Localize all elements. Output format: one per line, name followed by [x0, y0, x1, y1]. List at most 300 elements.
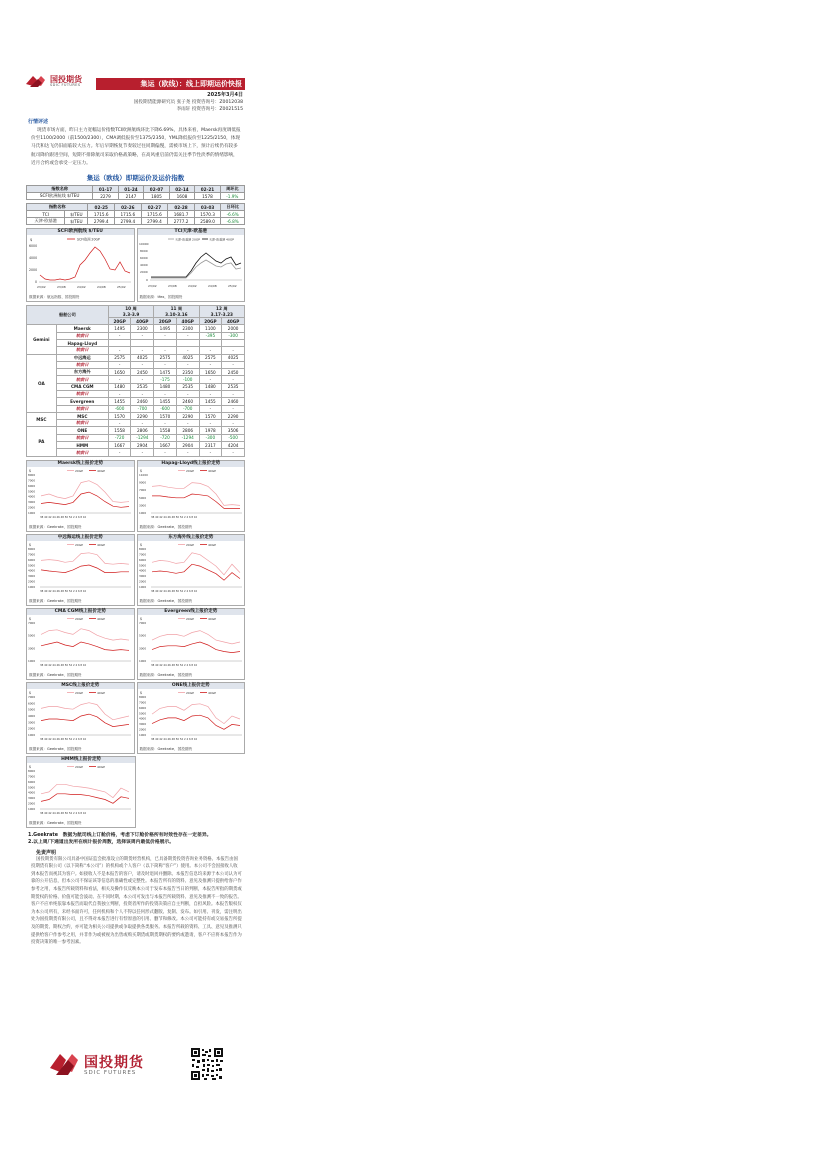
chart-source: 数据来源：Geekrate、国投期货 — [29, 672, 82, 677]
x-tick: 25/02 — [227, 284, 237, 289]
series-40gp-line — [152, 715, 240, 729]
fare-change: - — [131, 376, 154, 383]
series-20gp-line — [152, 630, 240, 643]
qr-code-icon — [190, 1047, 224, 1081]
y-tick: 2000 — [28, 726, 36, 731]
x-ticks: 38 40 42 44 46 48 50 52 2 4 6 8 10 — [40, 811, 87, 815]
carrier-plot — [27, 763, 133, 819]
y-tick: 2000 — [138, 727, 146, 732]
carrier-chart — [137, 534, 246, 606]
table-cell-change: -1.9% — [220, 193, 244, 200]
legend-label: 20GP — [75, 468, 83, 473]
chart-source: 数据来源：Geekrate、国投期货 — [29, 820, 82, 825]
fare-value: 1650 — [108, 369, 131, 376]
y-tick: 5000 — [138, 562, 146, 567]
chart-title: Maersk线上报价走势 — [27, 461, 134, 467]
analyst-line-1: 国投期货能源研究员 张子尧 投资咨询号：Z0012038 — [133, 100, 243, 105]
y-tick: 7000 — [138, 700, 146, 705]
fare-change: - — [131, 347, 154, 354]
sdic-mark-icon — [26, 74, 48, 88]
x-tick: 23/02 — [147, 284, 157, 289]
series-20gp-line — [152, 482, 240, 505]
col-header: 02-28 — [168, 204, 195, 211]
fare-value: 1667 — [154, 442, 177, 449]
legend-label: 天津-欧基港 20GP — [174, 237, 200, 242]
y-unit: $ — [30, 238, 33, 243]
legend-label: 20GP — [75, 690, 83, 695]
y-tick: 2000 — [139, 270, 148, 275]
fare-value — [176, 339, 199, 346]
y-tick: 3000 — [28, 499, 36, 504]
table-cell: 2799.4 — [88, 218, 115, 225]
week-label: 12 周 — [216, 306, 228, 312]
y-tick: 5000 — [28, 488, 36, 493]
table-cell: 1715.6 — [141, 211, 168, 218]
col-header: 02-07 — [144, 186, 169, 193]
fare-change: - — [154, 390, 177, 397]
footnote: 2.以上周/下通道出发所在统计报价周数，选择该周内最低价格展示。 — [28, 840, 175, 846]
fare-change: - — [199, 376, 222, 383]
fare-value: 1978 — [199, 427, 222, 434]
table-cell: 2799.4 — [115, 218, 142, 225]
col-header: 02-27 — [141, 204, 168, 211]
legend-label: 40GP — [97, 764, 105, 769]
carrier-name: Maersk — [56, 325, 108, 332]
y-tick: 4000 — [28, 790, 36, 795]
y-tick: 1000 — [138, 584, 146, 589]
fare-value: 1475 — [154, 369, 177, 376]
week-header — [199, 306, 244, 318]
change-label: 较前日 — [56, 449, 108, 456]
y-tick: 4000 — [139, 263, 148, 268]
fare-value: 4025 — [176, 354, 199, 361]
carrier-charts — [26, 460, 245, 828]
footer-logo — [50, 1050, 190, 1080]
carrier-name: HMM — [56, 442, 108, 449]
fare-change: - — [222, 420, 245, 427]
fare-value: 2535 — [222, 383, 245, 390]
fare-value: 1570 — [108, 412, 131, 419]
series-20gp-line — [41, 552, 129, 563]
y-tick: 5000 — [28, 707, 36, 712]
series-20gp-line — [41, 702, 129, 719]
x-ticks: 38 40 42 44 46 48 50 52 2 4 6 8 10 — [40, 589, 87, 593]
x-tick: 23/08 — [167, 284, 177, 289]
legend-label: 40GP — [207, 616, 216, 621]
fare-change: -720 — [154, 434, 177, 441]
legend-label: 20GP — [185, 616, 194, 621]
legend-label: SCFI欧洲 20GP — [77, 237, 100, 242]
fare-value: 2904 — [131, 442, 154, 449]
alliance-label: Gemini — [27, 325, 57, 354]
fare-value: 1100 — [199, 325, 222, 332]
fare-value: 1650 — [199, 369, 222, 376]
series-40gp-line — [41, 793, 129, 803]
change-label: 较前日 — [56, 347, 108, 354]
change-label: 较前日 — [56, 390, 108, 397]
fare-value — [199, 339, 222, 346]
table-cell: 2777.2 — [168, 218, 195, 225]
fare-change: -720 — [108, 434, 131, 441]
fare-value: 2460 — [176, 398, 199, 405]
series-40gp-line — [41, 565, 129, 573]
y-tick: 3000 — [28, 795, 36, 800]
y-tick: 8000 — [28, 546, 36, 551]
series-40gp-line — [41, 714, 129, 727]
fare-value — [154, 339, 177, 346]
y-tick: 6000 — [28, 483, 36, 488]
fare-change: - — [176, 332, 199, 339]
disclaimer-text: 国投期货有限公司具备中国证监会批准设立的期货经营机构，已具备期货投资咨询业务资格。本报告由国投期货有限公司（以下简称“本公司”）的机构或个人客户（以下简称“客户”）使用。本公司不会因接收人收到本报告而视其为客户。如接收人不是本报告的客户，请及时退回并删除。本报告信息均来源于本公司认为可靠的公开信息，但本公司不保证该等信息的准确性或完整性。本报告所有的资料、意见及推测只提供给客户作参考之用，本报告所载资料和看法，相关及操作仅反映本公司于发布本报告当日的判断，本报告所指的期货或期货权的价格、价值可能会波动。在不同时期，本公司可发出与本报告所载资料、意见及推测不一致的报告。客户不应单纯依靠本报告而取代自我独立判断，投资者所作的投资决策应自主判断，自担风险。本报告版权仅为本公司所有，未经书面许可，任何机构和个人不得以任何形式翻版、复制、发布。如引用、刊发，需注明出处为国投期货有限公司，且不得对本报告进行有悖原意的引用、删节和修改。本公司可能持有或交易报告所提及的期货、期权合约，亦可能为相关公司提供或争取提供各类服务。本报告所载的资料、工具、意见及推测只提供给客户作参考之用，并非作为或被视为出售或购买期货或期货期权的要约或邀请，客户不应将本报告作为投资决策的唯一参考因素。 — [31, 856, 242, 946]
y-tick: 1000 — [138, 732, 146, 737]
table-cell: 2799.4 — [141, 218, 168, 225]
series-20gp-line — [152, 703, 240, 723]
fare-change: - — [222, 361, 245, 368]
chart-source: 数据来源：Geekrate、国投期货 — [29, 598, 82, 603]
y-tick: 3000 — [28, 573, 36, 578]
disclaimer-title: 免责声明 — [36, 849, 57, 856]
table-row — [27, 354, 245, 361]
scfi-table — [26, 185, 245, 200]
x-ticks: 38 40 42 44 46 48 50 52 2 4 6 8 10 — [40, 515, 87, 519]
table-row-change — [27, 434, 245, 441]
table-cell: 2147 — [118, 193, 143, 200]
fare-change: - — [222, 376, 245, 383]
fare-value: 1480 — [199, 383, 222, 390]
container-type: 20GP — [108, 318, 131, 325]
col-header: 指数名称 — [27, 186, 93, 193]
fare-change: - — [131, 420, 154, 427]
tci-plot — [138, 235, 244, 293]
chart-title: ONE线上报价走势 — [138, 683, 245, 689]
y-tick: 3000 — [138, 645, 146, 650]
legend-label: 40GP — [207, 468, 216, 473]
carrier-chart — [26, 608, 135, 680]
x-tick: 24/08 — [97, 285, 106, 290]
table-cell: 2279 — [93, 193, 118, 200]
container-type: 20GP — [199, 318, 222, 325]
fare-value: 2535 — [131, 383, 154, 390]
container-type: 20GP — [154, 318, 177, 325]
fare-change: - — [108, 347, 131, 354]
carrier-plot — [138, 467, 244, 523]
y-tick: 0 — [145, 278, 148, 283]
y-tick: 11000 — [138, 472, 148, 477]
fare-change: - — [199, 420, 222, 427]
carrier-plot — [138, 689, 244, 745]
fare-value — [222, 339, 245, 346]
fare-change: -300 — [222, 332, 245, 339]
y-tick: 2000 — [29, 268, 38, 273]
legend-label: 40GP — [97, 542, 105, 547]
table-row — [27, 383, 245, 390]
footnote: 1.Geekrate 数据为航司线上订舱价格，考虑下订舱价格所有时效性存在一定差异。 — [28, 832, 212, 838]
y-tick: 8000 — [28, 768, 36, 773]
series-40gp-line — [41, 642, 129, 650]
fare-change: - — [222, 347, 245, 354]
carrier-name: Evergreen — [56, 398, 108, 405]
y-tick: 3000 — [28, 645, 36, 650]
legend-label: 20GP — [185, 690, 194, 695]
col-header: 02-25 — [88, 204, 115, 211]
change-label: 较前日 — [56, 434, 108, 441]
y-tick: 4000 — [28, 568, 36, 573]
y-tick: 8000 — [138, 546, 146, 551]
carrier-charts-row — [26, 682, 245, 754]
fare-value: 2290 — [131, 412, 154, 419]
fare-change: - — [199, 449, 222, 456]
y-tick: 7000 — [138, 552, 146, 557]
y-unit: $ — [29, 468, 32, 473]
index-charts-row — [26, 228, 245, 302]
table-row — [27, 398, 245, 405]
week-range: 3.10-3.16 — [165, 312, 188, 318]
legend-label: 40GP — [97, 690, 105, 695]
table-cell: 1805 — [144, 193, 169, 200]
carrier-plot — [138, 541, 244, 597]
carrier-fare-table — [26, 305, 245, 457]
brand-name-en: SDIC FUTURES — [50, 83, 81, 87]
carrier-chart — [26, 682, 135, 754]
fare-value: 4025 — [131, 354, 154, 361]
commentary-title: 行情评述 — [28, 119, 49, 125]
y-unit: $ — [139, 616, 142, 621]
chart-source: 数据来源：Geekrate、国投期货 — [139, 524, 193, 529]
x-ticks: 38 40 42 44 46 48 50 52 2 4 6 8 10 — [150, 663, 197, 667]
y-tick: 5000 — [28, 633, 36, 638]
fare-change: - — [199, 347, 222, 354]
chart-title: MSC线上报价走势 — [27, 683, 134, 689]
y-tick: 8000 — [138, 694, 146, 699]
table-cell-change: -6.6% — [221, 211, 245, 218]
carrier-charts-row — [26, 460, 245, 532]
y-tick: 8000 — [139, 249, 148, 254]
table-row-change — [27, 332, 245, 339]
fare-value: 1455 — [199, 398, 222, 405]
scfi-series-line — [40, 247, 130, 280]
y-tick: 5000 — [28, 784, 36, 789]
footer-brand-en: SDIC FUTURES — [84, 1070, 137, 1076]
fare-change: - — [222, 390, 245, 397]
fare-value: 1667 — [108, 442, 131, 449]
y-tick: 1000 — [28, 658, 36, 663]
x-tick: 23/08 — [57, 285, 66, 290]
series-40gp-line — [152, 564, 240, 580]
fare-value: 2460 — [222, 398, 245, 405]
report-page — [26, 72, 245, 1090]
y-tick: 3000 — [138, 721, 146, 726]
scfi-chart — [26, 228, 135, 302]
carrier-name: 中远海运 — [56, 354, 108, 361]
fare-value: 1455 — [108, 398, 131, 405]
x-ticks: 38 40 42 44 46 48 50 52 2 4 6 8 10 — [150, 589, 197, 593]
table-row-change — [27, 361, 245, 368]
fare-change: - — [108, 361, 131, 368]
carrier-name: ONE — [56, 427, 108, 434]
chart-source: 数据来源：Geekrate、国投期货 — [29, 524, 82, 529]
legend-label: 20GP — [185, 468, 194, 473]
y-tick: 3000 — [28, 719, 36, 724]
y-tick: 5000 — [138, 633, 146, 638]
col-header: 01-17 — [93, 186, 118, 193]
fare-value: 2290 — [176, 412, 199, 419]
fare-change: - — [176, 390, 199, 397]
fare-value: 2575 — [199, 354, 222, 361]
alliance-label: OA — [27, 354, 57, 412]
fare-change: - — [176, 420, 199, 427]
y-tick: 6000 — [138, 705, 146, 710]
x-ticks: 38 40 42 44 46 48 50 52 2 4 6 8 10 — [40, 737, 87, 741]
x-ticks: 38 40 42 44 46 48 50 52 2 4 6 8 10 — [40, 663, 87, 667]
chart-title: HMM线上报价走势 — [27, 757, 135, 763]
carrier-name: 东方海外 — [56, 369, 108, 376]
x-tick: 24/02 — [77, 285, 86, 290]
table-row — [27, 442, 245, 449]
y-tick: 6000 — [139, 256, 148, 261]
chart-title: CMA CGM线上报价走势 — [27, 609, 134, 615]
carrier-chart — [26, 460, 135, 532]
series-40gp-line — [41, 492, 129, 507]
week-range: 3.3-3.9 — [122, 312, 140, 318]
x-tick: 24/02 — [187, 284, 197, 289]
y-tick: 4000 — [138, 716, 146, 721]
table-cell: 天津-欧基港 — [27, 218, 65, 225]
fare-value: 2535 — [176, 383, 199, 390]
sdic-mark-icon — [50, 1050, 82, 1076]
table-cell: 1570.3 — [194, 211, 221, 218]
fare-value: 2317 — [199, 442, 222, 449]
table-row-change — [27, 390, 245, 397]
y-tick: 3000 — [138, 573, 146, 578]
fare-value: 1495 — [154, 325, 177, 332]
col-header: 02-26 — [115, 204, 142, 211]
carrier-name: CMA CGM — [56, 383, 108, 390]
chart-source: 数据来源：tfex，国投期货 — [139, 295, 183, 300]
fare-value: 2290 — [222, 412, 245, 419]
chart-source: 数据来源：Geekrate、国投期货 — [139, 746, 193, 751]
fare-value: 2300 — [131, 325, 154, 332]
fare-change: - — [131, 449, 154, 456]
carrier-plot — [27, 541, 133, 597]
legend-label: 天津-欧基港 40GP — [208, 237, 234, 242]
fare-value: 2904 — [176, 442, 199, 449]
change-label: 较前日 — [56, 405, 108, 412]
y-tick: 5000 — [138, 495, 146, 500]
y-tick: 3000 — [138, 503, 146, 508]
y-tick: 9000 — [138, 480, 146, 485]
y-tick: 7000 — [28, 478, 36, 483]
y-tick: 4000 — [28, 494, 36, 499]
y-tick: 7000 — [138, 620, 146, 625]
y-tick: 2000 — [28, 801, 36, 806]
fare-value: 2806 — [131, 427, 154, 434]
fare-value: 2575 — [154, 354, 177, 361]
col-header: 03-03 — [194, 204, 221, 211]
y-unit: $ — [29, 542, 32, 547]
chart-title: SCFI欧洲航线 $/TEU — [27, 229, 134, 235]
fare-change: -1294 — [131, 434, 154, 441]
report-title: 集运（欧线）：线上即期运价快报 — [96, 78, 245, 90]
fare-change: - — [131, 361, 154, 368]
carrier-chart — [137, 460, 246, 532]
table-cell: TCI — [27, 211, 65, 218]
chart-title: 中远海运线上报价走势 — [27, 535, 134, 541]
fare-change: - — [199, 405, 222, 412]
fare-value: 2450 — [222, 369, 245, 376]
legend-label: 40GP — [207, 690, 216, 695]
fare-value: 1570 — [199, 412, 222, 419]
y-tick: 4000 — [28, 713, 36, 718]
y-tick: 7000 — [28, 620, 36, 625]
fare-value: 2350 — [176, 369, 199, 376]
fare-change: -300 — [199, 434, 222, 441]
fare-change: - — [154, 449, 177, 456]
fare-value: 4025 — [222, 354, 245, 361]
y-tick: 8000 — [28, 472, 36, 477]
legend-label: 40GP — [97, 616, 105, 621]
carrier-chart — [26, 756, 136, 828]
series-40gp-line — [152, 642, 240, 653]
fare-change: - — [176, 361, 199, 368]
y-tick: 6000 — [29, 244, 38, 249]
col-header: 02-21 — [195, 186, 220, 193]
container-type: 40GP — [131, 318, 154, 325]
fare-change: - — [131, 332, 154, 339]
carrier-charts-row — [26, 608, 245, 680]
legend-label: 40GP — [207, 542, 216, 547]
y-tick: 1000 — [28, 584, 36, 589]
tci-40gp-line — [151, 253, 241, 277]
week-range: 3.17-3.23 — [210, 312, 233, 318]
col-header: 指数名称 — [27, 204, 88, 211]
fare-change: - — [108, 390, 131, 397]
fare-value: 4204 — [222, 442, 245, 449]
chart-source: 数据来源：Geekrate、国投期货 — [139, 598, 193, 603]
fare-value: 1570 — [154, 412, 177, 419]
chart-title: TCI天津-欧基港 — [138, 229, 245, 235]
footnotes — [26, 830, 245, 847]
alliance-label: MSC — [27, 412, 57, 427]
table-row — [27, 427, 245, 434]
scfi-plot — [27, 235, 133, 293]
y-tick: 4000 — [138, 568, 146, 573]
change-label: 较前日 — [56, 361, 108, 368]
fare-change: - — [108, 332, 131, 339]
table-row-change — [27, 405, 245, 412]
fare-change: - — [108, 449, 131, 456]
carrier-charts-row — [26, 534, 245, 606]
series-40gp-line — [152, 494, 240, 508]
col-header: 01-24 — [118, 186, 143, 193]
table-row — [27, 325, 245, 332]
chart-title: Hapag-Lloyd线上报价走势 — [138, 461, 245, 467]
week-label: 10 周 — [125, 306, 137, 312]
change-label: 较前日 — [56, 376, 108, 383]
carrier-charts-row — [26, 756, 245, 828]
table-row — [27, 412, 245, 419]
y-unit: $ — [139, 468, 142, 473]
table-cell: $/TEU — [65, 211, 88, 218]
alliance-label: PA — [27, 427, 57, 456]
x-tick: 23/02 — [37, 285, 46, 290]
fare-value: 3506 — [222, 427, 245, 434]
fare-value: 2806 — [176, 427, 199, 434]
y-tick: 1000 — [28, 806, 36, 811]
table-cell: 1578 — [195, 193, 220, 200]
legend-label: 20GP — [75, 764, 83, 769]
fare-value: 2460 — [131, 398, 154, 405]
tci-table — [26, 203, 245, 225]
